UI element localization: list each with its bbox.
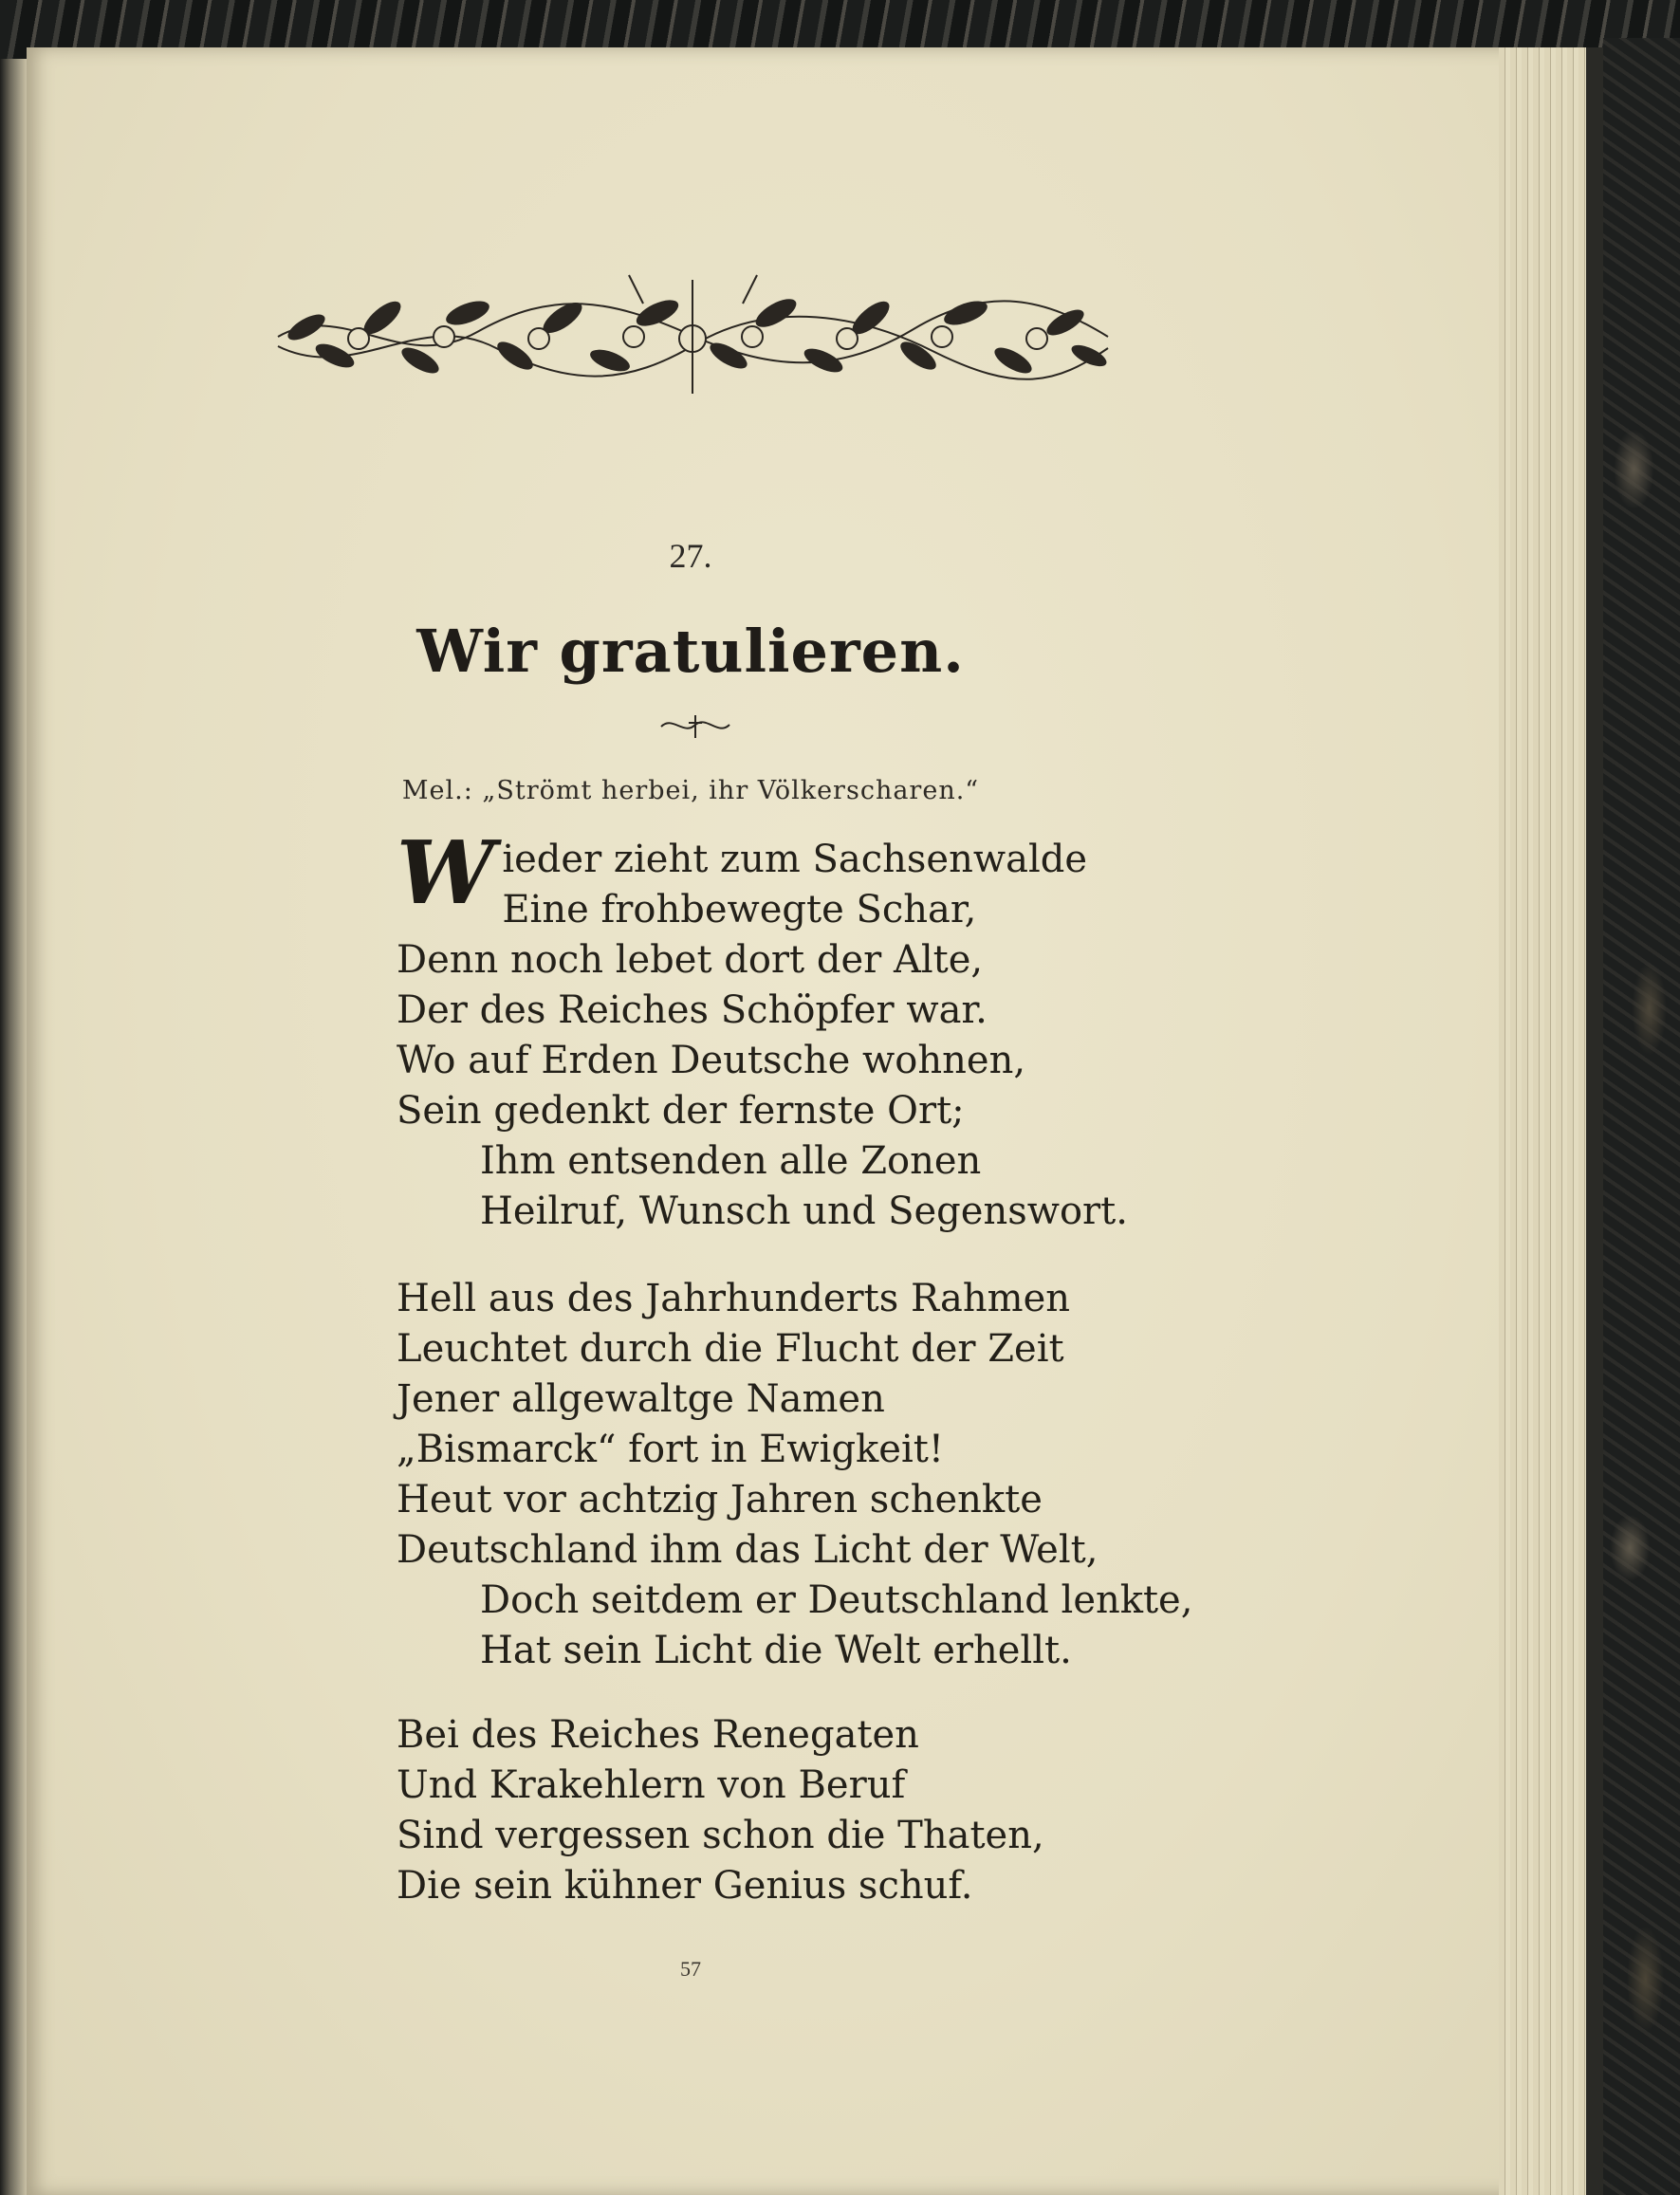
verse-line: Sein gedenkt der fernste Ort; (397, 1089, 965, 1133)
small-flourish-icon (657, 711, 733, 740)
floral-vine-ornament-icon (268, 261, 1117, 403)
verse-line: Hat sein Licht die Welt erhellt. (480, 1629, 1072, 1672)
verse-line: Deutschland ihm das Licht der Welt, (397, 1528, 1098, 1572)
stanza-3 (397, 1710, 1044, 1911)
verse-line: Jener allgewaltge Namen (397, 1377, 885, 1421)
melody-note: Mel.: „Strömt herbei, ihr Völkerscharen.“ (401, 776, 980, 805)
poem-number: 27. (669, 537, 712, 575)
verse-line: Ihm entsenden alle Zonen (480, 1139, 982, 1183)
verse-line: Wo auf Erden Deutsche wohnen, (397, 1039, 1026, 1082)
verse-line: Leuchtet durch die Flucht der Zeit (397, 1327, 1064, 1371)
verse-line: Und Krakehlern von Beruf (397, 1763, 906, 1807)
previous-page-edge (0, 59, 27, 2195)
poem-title: Wir gratulieren. (416, 617, 965, 686)
verse-line: Sind vergessen schon die Thaten, (397, 1814, 1044, 1857)
stanza-1 (397, 821, 1128, 1237)
verse-line: „Bismarck“ fort in Ewigkeit! (397, 1428, 944, 1471)
verse-line: Eine frohbewegte Schar, (502, 888, 977, 931)
book-page (27, 47, 1584, 2195)
page-number: 57 (680, 1957, 701, 1981)
verse-line: Heilruf, Wunsch und Segenswort. (480, 1190, 1128, 1233)
verse-line: Denn noch lebet dort der Alte, (397, 938, 984, 982)
drop-cap: W (397, 821, 495, 924)
verse-line: Die sein kühner Genius schuf. (397, 1864, 973, 1908)
verse-line: Der des Reiches Schöpfer war. (397, 988, 988, 1032)
verse-line: Hell aus des Jahrhunderts Rahmen (397, 1277, 1070, 1320)
verse-line: ieder zieht zum Sachsenwalde (502, 838, 1088, 881)
verse-line: Doch seitdem er Deutschland lenkte, (480, 1578, 1193, 1622)
opening-lines (397, 821, 1128, 935)
verse-line: Heut vor achtzig Jahren schenkte (397, 1478, 1043, 1522)
marbled-cover-board (1603, 38, 1680, 2195)
stanza-2 (397, 1274, 1192, 1676)
verse-line: Bei des Reiches Renegaten (397, 1713, 919, 1757)
page-edge-stack (1499, 47, 1603, 2195)
